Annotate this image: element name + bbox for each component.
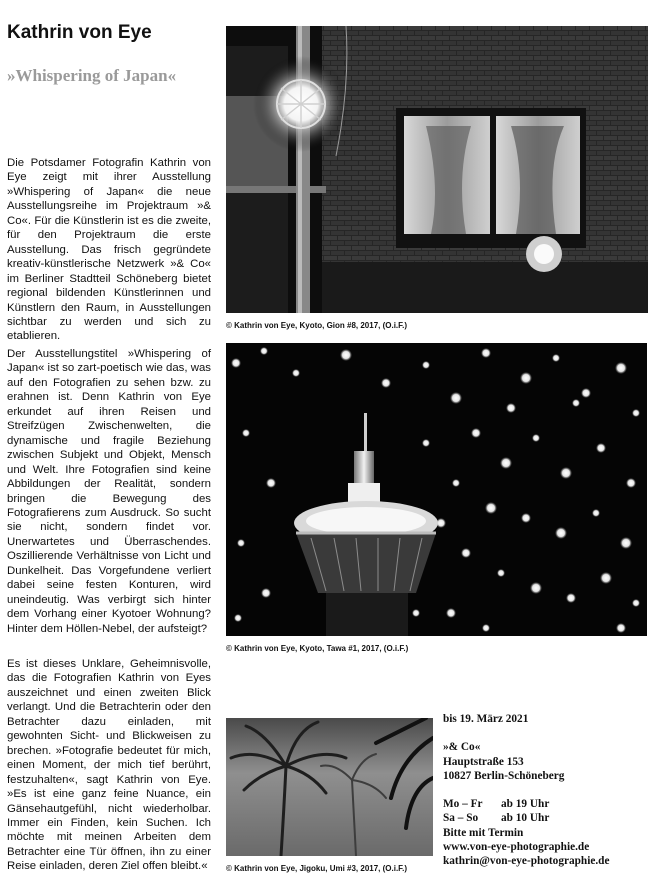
- bokeh-light: [237, 539, 245, 547]
- bokeh-light: [381, 378, 391, 388]
- photo-caption-2: © Kathrin von Eye, Kyoto, Tawa #1, 2017, (O.i.F.): [226, 644, 409, 653]
- bokeh-light: [234, 614, 242, 622]
- website-link[interactable]: www.von-eye-photographie.de: [443, 841, 590, 854]
- hours-time: ab 19 Uhr: [501, 798, 550, 811]
- body-paragraph-1: Die Potsdamer Fotografin Kathrin von Eye zeigt mit ihrer Ausstellung »Whispering of Japan« die neue Ausstellungsreihe im Projektraum »& Co«. Für die Künstlerin ist es die zweite, für den Projektraum die erste Ausstellung. Das frisch gegründete kreativ-künstlerische Netzwerk »& Co« im Berliner Stadtteil Schöneberg bietet regional bildenden Künstlerinnen und Künstlern den Raum, in Ausstellungen sichtbar zu werden und sich zu etablieren.: [7, 157, 211, 343]
- bokeh-light: [506, 403, 516, 413]
- bokeh-light: [632, 409, 640, 417]
- bokeh-light: [616, 623, 626, 633]
- bokeh-light: [615, 362, 627, 374]
- bokeh-light: [520, 372, 532, 384]
- bokeh-light: [560, 467, 572, 479]
- bokeh-light: [500, 457, 512, 469]
- exhibition-subtitle: »Whispering of Japan«: [7, 66, 177, 85]
- hours-days: Mo – Fr: [443, 798, 483, 811]
- bokeh-light: [450, 392, 462, 404]
- photo-umi-3: [226, 718, 433, 856]
- venue-street: Hauptstraße 153: [443, 755, 524, 768]
- bokeh-light: [292, 369, 300, 377]
- photo-gion-8: [226, 26, 648, 313]
- opening-hours-weekdays: [443, 797, 609, 811]
- bokeh-light: [261, 588, 271, 598]
- appointment-note: Bitte mit Termin: [443, 826, 524, 839]
- bokeh-light: [242, 429, 250, 437]
- bokeh-light: [266, 478, 276, 488]
- photo-tawa-1: [226, 343, 647, 636]
- bokeh-light: [581, 388, 591, 398]
- bokeh-light: [497, 569, 505, 577]
- bokeh-light: [340, 349, 352, 361]
- bokeh-light: [530, 582, 542, 594]
- photo-caption-1: © Kathrin von Eye, Kyoto, Gion #8, 2017, (O.i.F.): [226, 321, 408, 330]
- hours-time: ab 10 Uhr: [501, 812, 550, 825]
- bokeh-light: [485, 502, 497, 514]
- bokeh-light: [231, 358, 241, 368]
- bokeh-light: [471, 428, 481, 438]
- bokeh-light: [446, 608, 456, 618]
- bokeh-light: [552, 354, 560, 362]
- body-paragraph-2: Der Ausstellungstitel »Whispering of Japan« ist so zart-poetisch wie das, was auf den Fotografien zu sehen bzw. zu erahnen ist. Denn Kathrin von Eye erkundet auf ihren Reisen und Streifzügen Zwischenwelten, die dynamische und fragile Beziehung zwischen Subjekt und Objekt, Mensch und Welt. Ihre Fotografien sind keine Abbildungen der Realität, sondern bringen die Bewegung des Fotografierens zum Ausdruck. So sucht sie nicht, sondern findet vor. Unerwartetes und Überraschendes. Oszillierende Verhältnisse von Licht und Dunkelheit. Das Vorgefundene verliert dabei seine festen Konturen, wird uneindeutig. Was verbirgt sich hinter dem Vorhang einer Kyotoer Wohnung? Hinter dem Höllen-Nebel, der aufsteigt?: [7, 348, 211, 635]
- bokeh-light: [596, 443, 606, 453]
- bokeh-light: [592, 509, 600, 517]
- bokeh-light: [566, 593, 576, 603]
- bokeh-light: [452, 479, 460, 487]
- info-block: [443, 712, 609, 869]
- bokeh-light: [600, 572, 612, 584]
- bokeh-light: [481, 348, 491, 358]
- opening-hours-weekend: [443, 811, 609, 825]
- bokeh-light: [260, 347, 268, 355]
- exhibition-date: bis 19. März 2021: [443, 713, 529, 725]
- bokeh-light: [555, 527, 567, 539]
- photo-caption-3: © Kathrin von Eye, Jigoku, Umi #3, 2017, (O.i.F.): [226, 864, 408, 873]
- bokeh-light: [422, 439, 430, 447]
- bokeh-light: [482, 624, 490, 632]
- hours-days: Sa – So: [443, 812, 479, 825]
- venue-name: »& Co«: [443, 741, 481, 754]
- body-paragraph-3: Es ist dieses Unklare, Geheimnisvolle, das die Fotografien Kathrin von Eyes auszeichnet und einen zweiten Blick verlangt. Und die Betrachterin oder den Betrachter dazu einladen, mit gewohnten Sicht- und Blickweisen zu brechen. »Fotografie bedeutet für mich, einen Moment, der mich tief berührt, festzuhalten«, sagt Kathrin von Eye. »Es ist eine ganz feine Nuance, ein Gänsehautgefühl, nicht wiederholbar. Immer ein Finden, kein Suchen. Ich möchte mit meinen Arbeiten dem Betrachter eine Tür öffnen, ihn zu einer Reise einladen, deren Ziel offen bleibt.«: [7, 658, 211, 873]
- email-link[interactable]: kathrin@von-eye-photographie.de: [443, 855, 610, 868]
- venue-city: 10827 Berlin-Schöneberg: [443, 769, 565, 782]
- bokeh-light: [422, 361, 430, 369]
- bokeh-light: [572, 399, 580, 407]
- bokeh-light: [626, 478, 636, 488]
- bokeh-light: [532, 434, 540, 442]
- bokeh-light: [632, 599, 640, 607]
- bokeh-light: [412, 609, 420, 617]
- bokeh-light: [620, 537, 632, 549]
- page-title: Kathrin von Eye: [7, 22, 152, 43]
- bokeh-light: [461, 548, 471, 558]
- bokeh-light: [521, 513, 531, 523]
